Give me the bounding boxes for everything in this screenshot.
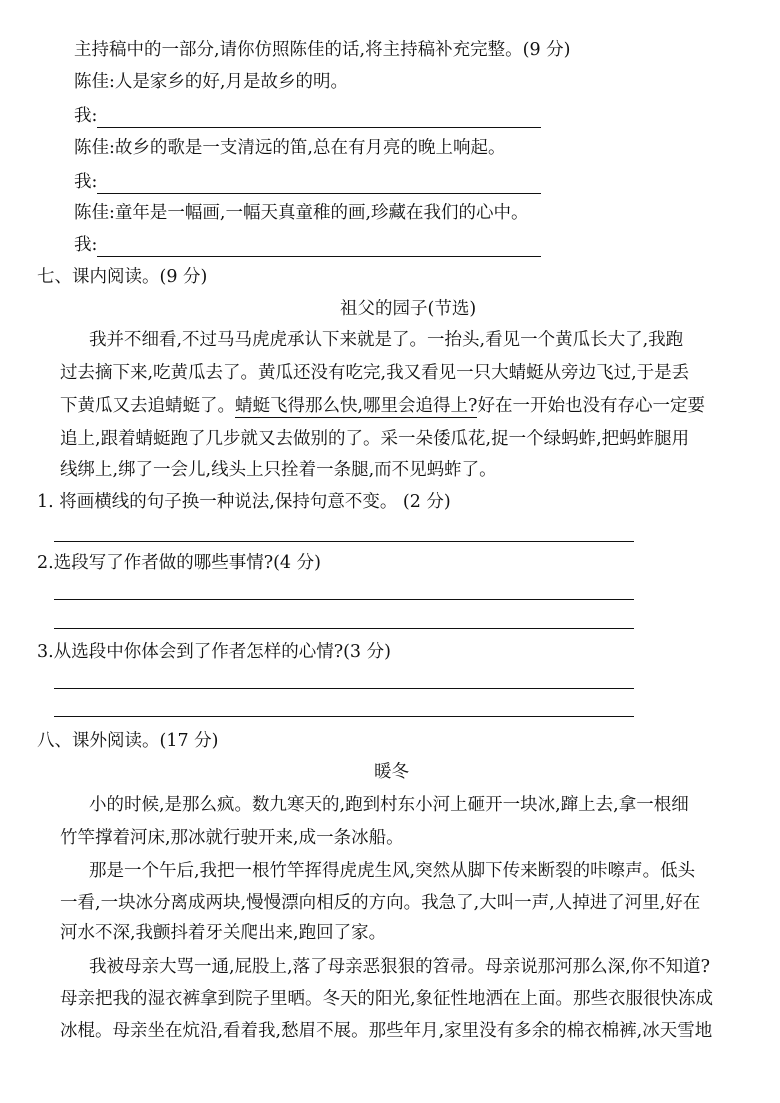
q1-answer-line[interactable]: [54, 541, 634, 542]
passage2-line-6: 我被母亲大骂一通,屁股上,落了母亲恶狠狠的笤帚。母亲说那河那么深,你不知道?: [89, 957, 711, 977]
answer-blank-2[interactable]: [97, 175, 541, 194]
passage2-line-2: 竹竿撑着河床,那冰就行驶开来,成一条冰船。: [60, 828, 404, 848]
me-label-2: 我:: [74, 172, 98, 192]
passage1-line-2: 过去摘下来,吃黄瓜去了。黄瓜还没有吃完,我又看见一只大蜻蜓从旁边飞过,于是丢: [60, 363, 690, 383]
me-label-1: 我:: [74, 106, 98, 126]
q2-answer-line-1[interactable]: [54, 599, 634, 600]
section7-heading: 七、课内阅读。(9 分): [37, 267, 208, 287]
underlined-sentence: 蜻蜓飞得那么快,哪里会追得上?: [235, 396, 478, 416]
answer-blank-3[interactable]: [97, 238, 541, 257]
passage-title-2: 暖冬: [374, 762, 409, 782]
q3-answer-line-1[interactable]: [54, 688, 634, 689]
answer-row-2: [74, 170, 541, 194]
answer-blank-1[interactable]: [97, 109, 541, 128]
section6-intro: 主持稿中的一部分,请你仿照陈佳的话,将主持稿补充完整。(9 分): [74, 40, 571, 60]
passage2-line-3: 那是一个午后,我把一根竹竿挥得虎虎生风,突然从脚下传来断裂的咔嚓声。低头: [89, 861, 696, 881]
q3-answer-line-2[interactable]: [54, 716, 634, 717]
answer-row-1: [74, 104, 541, 128]
passage-title-1: 祖父的园子(节选): [340, 299, 477, 319]
line3-pre: 下黄瓜又去追蜻蜓了。: [60, 396, 235, 416]
passage1-line-3: [60, 394, 705, 418]
passage2-line-8: 冰棍。母亲坐在炕沿,看着我,愁眉不展。那些年月,家里没有多余的棉衣棉裤,冰天雪地: [60, 1021, 713, 1041]
question-1: 1. 将画横线的句子换一种说法,保持句意不变。 (2 分): [37, 492, 451, 512]
passage2-line-5: 河水不深,我颤抖着牙关爬出来,跑回了家。: [60, 923, 387, 943]
passage2-line-4: 一看,一块冰分离成两块,慢慢漂向相反的方向。我急了,大叫一声,人掉进了河里,好在: [60, 893, 701, 913]
passage2-line-1: 小的时候,是那么疯。数九寒天的,跑到村东小河上砸开一块冰,蹿上去,拿一根细: [89, 795, 689, 815]
passage2-line-7: 母亲把我的湿衣裤拿到院子里晒。冬天的阳光,象征性地洒在上面。那些衣服很快冻成: [60, 989, 714, 1009]
chen-line-3: 陈佳:童年是一幅画,一幅天真童稚的画,珍藏在我们的心中。: [74, 203, 529, 223]
q2-answer-line-2[interactable]: [54, 628, 634, 629]
answer-row-3: [74, 233, 541, 257]
section8-heading: 八、课外阅读。(17 分): [37, 731, 219, 751]
passage1-line-5: 线绑上,绑了一会儿,线头上只拴着一条腿,而不见蚂蚱了。: [60, 460, 497, 480]
line3-post: 好在一开始也没有存心一定要: [477, 396, 705, 416]
question-2: 2.选段写了作者做的哪些事情?(4 分): [37, 553, 321, 573]
passage1-line-4: 追上,跟着蜻蜓跑了几步就又去做别的了。采一朵倭瓜花,捉一个绿蚂蚱,把蚂蚱腿用: [60, 429, 690, 449]
passage1-line-1: 我并不细看,不过马马虎虎承认下来就是了。一抬头,看见一个黄瓜长大了,我跑: [89, 330, 684, 350]
question-3: 3.从选段中你体会到了作者怎样的心情?(3 分): [37, 642, 391, 662]
chen-line-2: 陈佳:故乡的歌是一支清远的笛,总在有月亮的晚上响起。: [74, 138, 506, 158]
me-label-3: 我:: [74, 235, 98, 255]
chen-line-1: 陈佳:人是家乡的好,月是故乡的明。: [74, 72, 348, 92]
